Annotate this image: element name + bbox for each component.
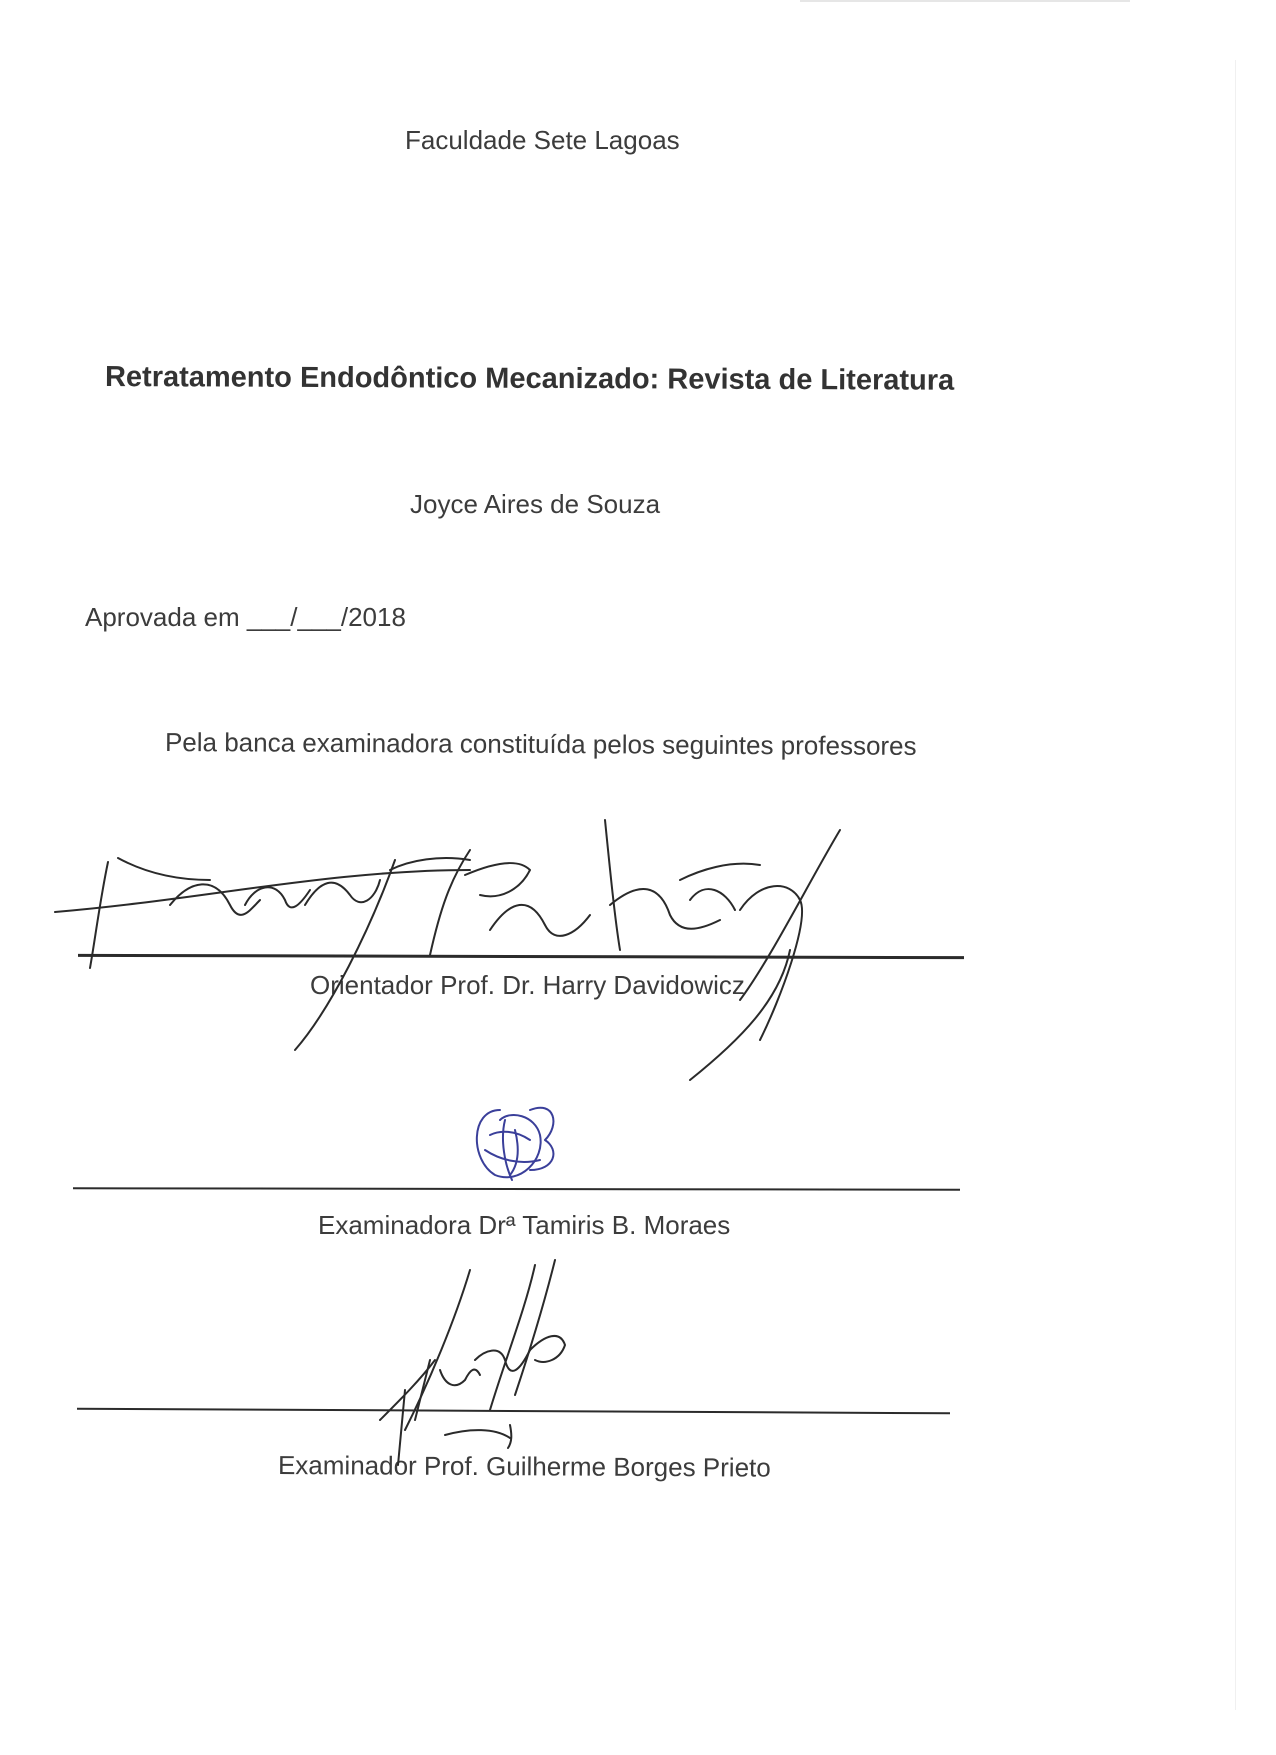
scan-edge-line	[1235, 60, 1236, 1710]
scan-edge-line	[800, 0, 1130, 2]
institution-name: Faculdade Sete Lagoas	[405, 125, 680, 155]
examiner-2-role: Examinador Prof. Guilherme Borges Prieto	[277, 1450, 771, 1483]
examiner-1-role: Examinadora Drª Tamiris B. Moraes	[318, 1210, 731, 1240]
author-name: Joyce Aires de Souza	[410, 489, 661, 519]
examiner-2-signature	[380, 1260, 565, 1465]
advisor-role: Orientador Prof. Dr. Harry Davidowicz	[310, 970, 745, 1000]
document-title: Retratamento Endodôntico Mecanizado: Revista de Literatura	[104, 361, 955, 397]
signature-line-examiner-2	[77, 1408, 950, 1415]
committee-intro: Pela banca examinadora constituída pelos seguintes professores	[164, 727, 917, 761]
advisor-signature	[55, 820, 840, 1080]
examiner-1-signature	[477, 1108, 554, 1180]
signature-line-advisor	[78, 954, 964, 959]
approval-date: Aprovada em ___/___/2018	[85, 602, 406, 632]
signature-line-examiner-1	[73, 1187, 960, 1191]
